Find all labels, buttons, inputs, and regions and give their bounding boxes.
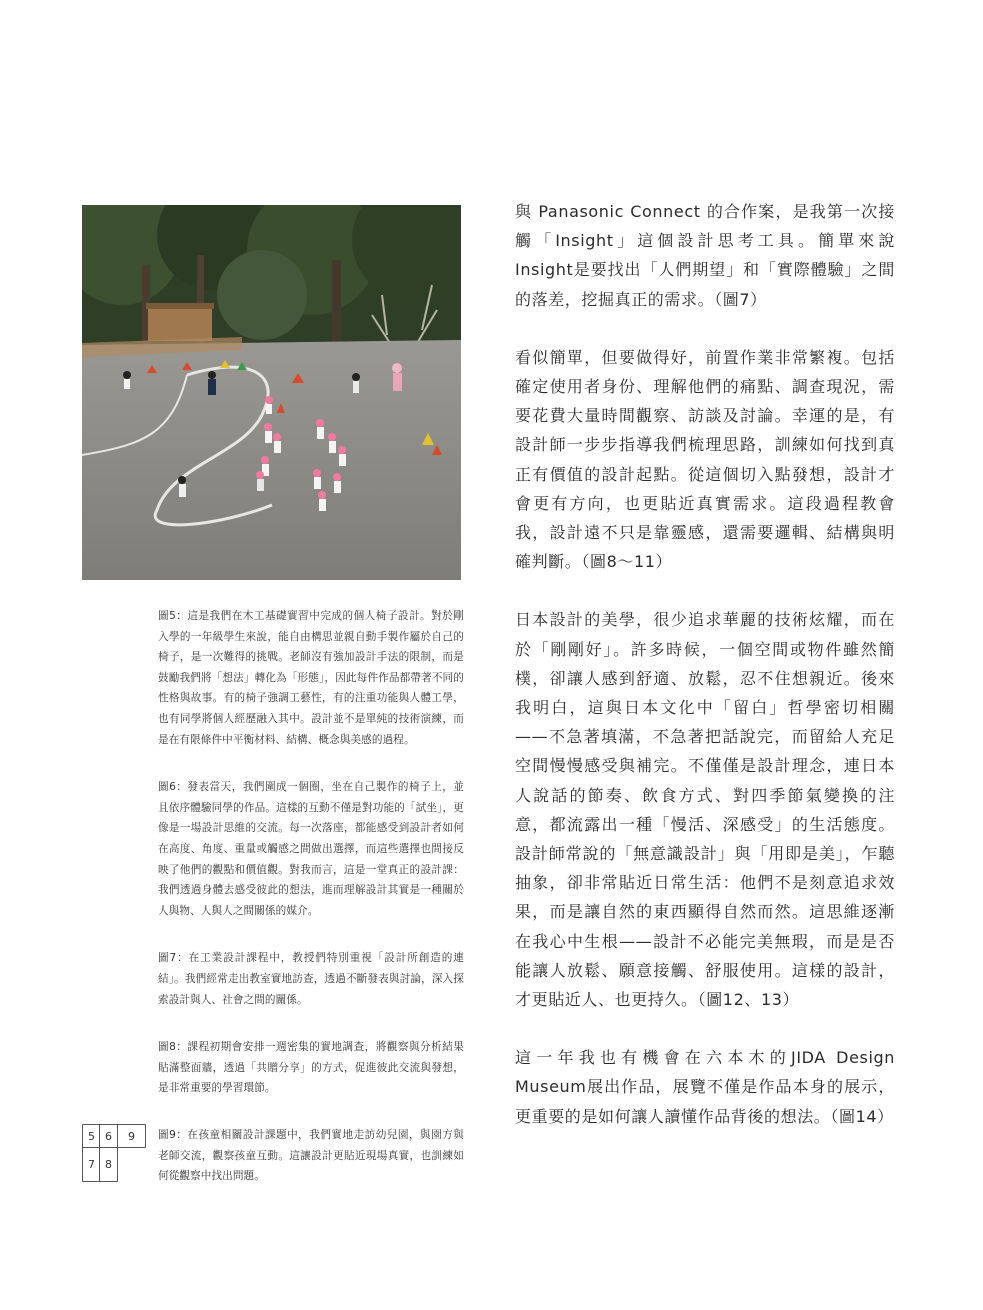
- caption-fig-7: 圖7：在工業設計課程中，教授們特別重視「設計所創造的連結」。我們經常走出教室實地訪查，透過不斷發表與討論，深入探索設計與人、社會之間的關係。: [158, 952, 464, 1006]
- article-body: [515, 197, 895, 1160]
- body-paragraph: 看似簡單，但要做得好，前置作業非常繁複。包括確定使用者身份、理解他們的痛點、調查現況，需要花費大量時間觀察、訪談及討論。幸運的是，有設計師一步步指導我們梳理思路，訓練如何找到真正有價值的設計起點。從這個切入點發想，設計才會更有方向，也更貼近真實需求。這段過程教會我，設計遠不只是靠靈感，還需要邏輯、結構與明確判斷。（圖8～11）: [515, 347, 895, 572]
- caption-column: [158, 606, 464, 1126]
- caption-fig-5: 圖5：這是我們在木工基礎實習中完成的個人椅子設計。對於剛入學的一年級學生來說，能自由構思並親自動手製作屬於自己的椅子，是一次難得的挑戰。老師沒有強加設計手法的限制，而是鼓勵我們將「想法」轉化為「形態」，因此每件作品都帶著不同的性格與故事。有的椅子強調工藝性，有的注重功能與人體工學，也有同學將個人經歷融入其中。設計並不是單純的技術演練，而是在有限條件中平衡材料、結構、概念與美感的過程。: [158, 610, 464, 746]
- caption-fig-9: 圖9：在孩童相關設計課題中，我們實地走訪幼兒園，與園方與老師交流，觀察孩童互動。這讓設計更貼近現場真實，也訓練如何從觀察中找出問題。: [158, 1129, 464, 1183]
- figure-index-7: 7: [88, 1158, 95, 1171]
- figure-index-9: 9: [128, 1130, 135, 1143]
- kindergarten-photo: [82, 205, 461, 580]
- caption-fig-6: 圖6：發表當天，我們圍成一個圈，坐在自己製作的椅子上，並且依序體驗同學的作品。這樣的互動不僅是對功能的「試坐」，更像是一場設計思維的交流。每一次落座，都能感受到設計者如何在高度、角度、重量或觸感之間做出選擇，而這些選擇也間接反映了他們的觀點和價值觀。對我而言，這是一堂真正的設計課：我們透過身體去感受彼此的想法，進而理解設計其實是一種關於人與物、人與人之間關係的媒介。: [158, 781, 464, 917]
- figure-index-8: 8: [105, 1158, 112, 1171]
- body-paragraph: 與 Panasonic Connect 的合作案，是我第一次接觸「Insight」這個設計思考工具。簡單來說Insight是要找出「人們期望」和「實際體驗」之間的落差，挖掘真正的需求。（圖7）: [515, 202, 895, 309]
- figure-index-6: 6: [105, 1130, 112, 1143]
- body-paragraph: 日本設計的美學，很少追求華麗的技術炫耀，而在於「剛剛好」。許多時候，一個空間或物件雖然簡樸，卻讓人感到舒適、放鬆，忍不住想親近。後來我明白，這與日本文化中「留白」哲學密切相關——不急著填滿，不急著把話說完，而留給人充足空間慢慢感受與補完。不僅僅是設計理念，連日本人說話的節奏、飲食方式、對四季節氣變換的注意，都流露出一種「慢活、深感受」的生活態度。設計師常說的「無意識設計」與「用即是美」，乍聽抽象，卻非常貼近日常生活：他們不是刻意追求效果，而是讓自然的東西顯得自然而然。這思維逐漸在我心中生根——設計不必能完美無瑕，而是是否能讓人放鬆、願意接觸、舒服使用。這樣的設計，才更貼近人、也更持久。（圖12、13）: [515, 610, 895, 1010]
- photo-illustration: [82, 205, 461, 580]
- caption-fig-8: 圖8：課程初期會安排一週密集的實地調查，將觀察與分析結果貼滿整面牆，透過「共贈分享」的方式，促進彼此交流與發想，是非常重要的學習環節。: [158, 1041, 464, 1095]
- figure-index-5: 5: [88, 1130, 95, 1143]
- body-paragraph: 這一年我也有機會在六本木的JIDA Design Museum展出作品，展覽不僅是作品本身的展示，更重要的是如何讓人讀懂作品背後的想法。（圖14）: [515, 1048, 895, 1126]
